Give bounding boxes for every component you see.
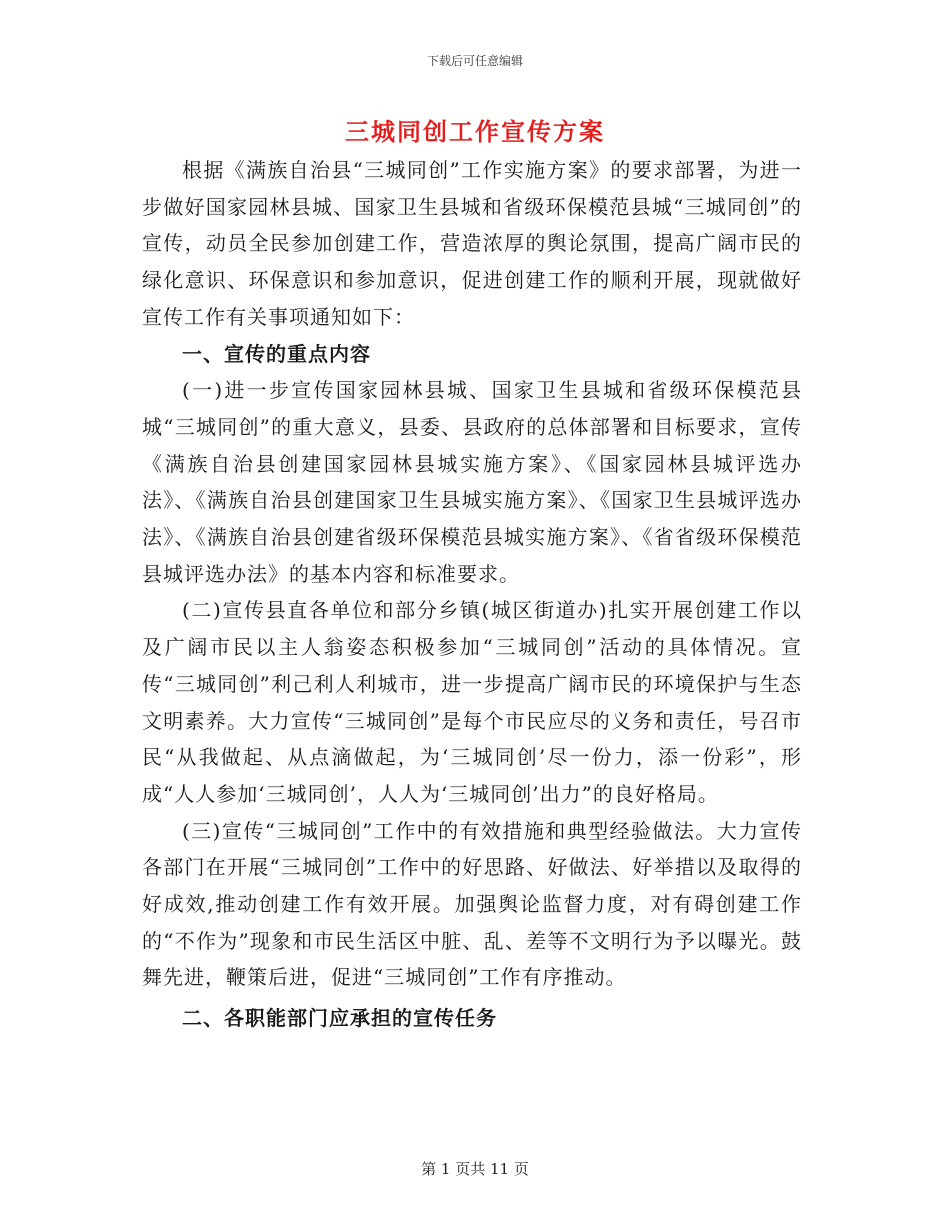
section1-paragraph-3: (三)宣传“三城同创”工作中的有效措施和典型经验做法。大力宣传各部门在开展“三城同创”工作中的好思路、好做法、好举措以及取得的好成效,推动创建工作有效开展。加强舆论监督力度，对有碍创建工作的“不作为”现象和市民生活区中脏、乱、差等不文明行为予以曝光。鼓舞先进，鞭策后进，促进“三城同创”工作有序推动。	[142, 818, 802, 990]
intro-paragraph: 根据《满族自治县“三城同创”工作实施方案》的要求部署，为进一步做好国家园林县城、国家卫生县城和省级环保模范县城“三城同创”的宣传，动员全民参加创建工作，营造浓厚的舆论氛围，提高广阔市民的绿化意识、环保意识和参加意识，促进创建工作的顺利开展，现就做好宣传工作有关事项通知如下：	[142, 158, 802, 329]
section1-paragraph-2: (二)宣传县直各单位和部分乡镇(城区街道办)扎实开展创建工作以及广阔市民以主人翁姿态积极参加“三城同创”活动的具体情况。宣传“三城同创”利己利人利城市，进一步提高广阔市民的环境保护与生态文明素养。大力宣传“三城同创”是每个市民应尽的义务和责任，号召市民“从我做起、从点滴做起，为‘三城同创’尽一份力，添一份彩”，形成“人人参加‘三城同创’，人人为‘三城同创’出力”的良好格局。	[142, 598, 802, 806]
section-heading-2: 二、各职能部门应承担的宣传任务	[182, 1006, 497, 1031]
page-footer: 第 1 页共 11 页	[421, 1160, 529, 1178]
section-heading-1: 一、宣传的重点内容	[182, 341, 371, 366]
section1-paragraph-1: (一)进一步宣传国家园林县城、国家卫生县城和省级环保模范县城“三城同创”的重大意义，县委、县政府的总体部署和目标要求，宣传《满族自治县创建国家园林县城实施方案》、《国家园林县城评选办法》、《满族自治县创建国家卫生县城实施方案》、《国家卫生县城评选办法》、《满族自治县创建省级环保模范县城实施方案》、《省省级环保模范县城评选办法》的基本内容和标准要求。	[142, 378, 802, 586]
document-body	[142, 152, 802, 1037]
document-title: 三城同创工作宣传方案	[345, 118, 605, 146]
page-header-note: 下载后可任意编辑	[426, 54, 523, 68]
